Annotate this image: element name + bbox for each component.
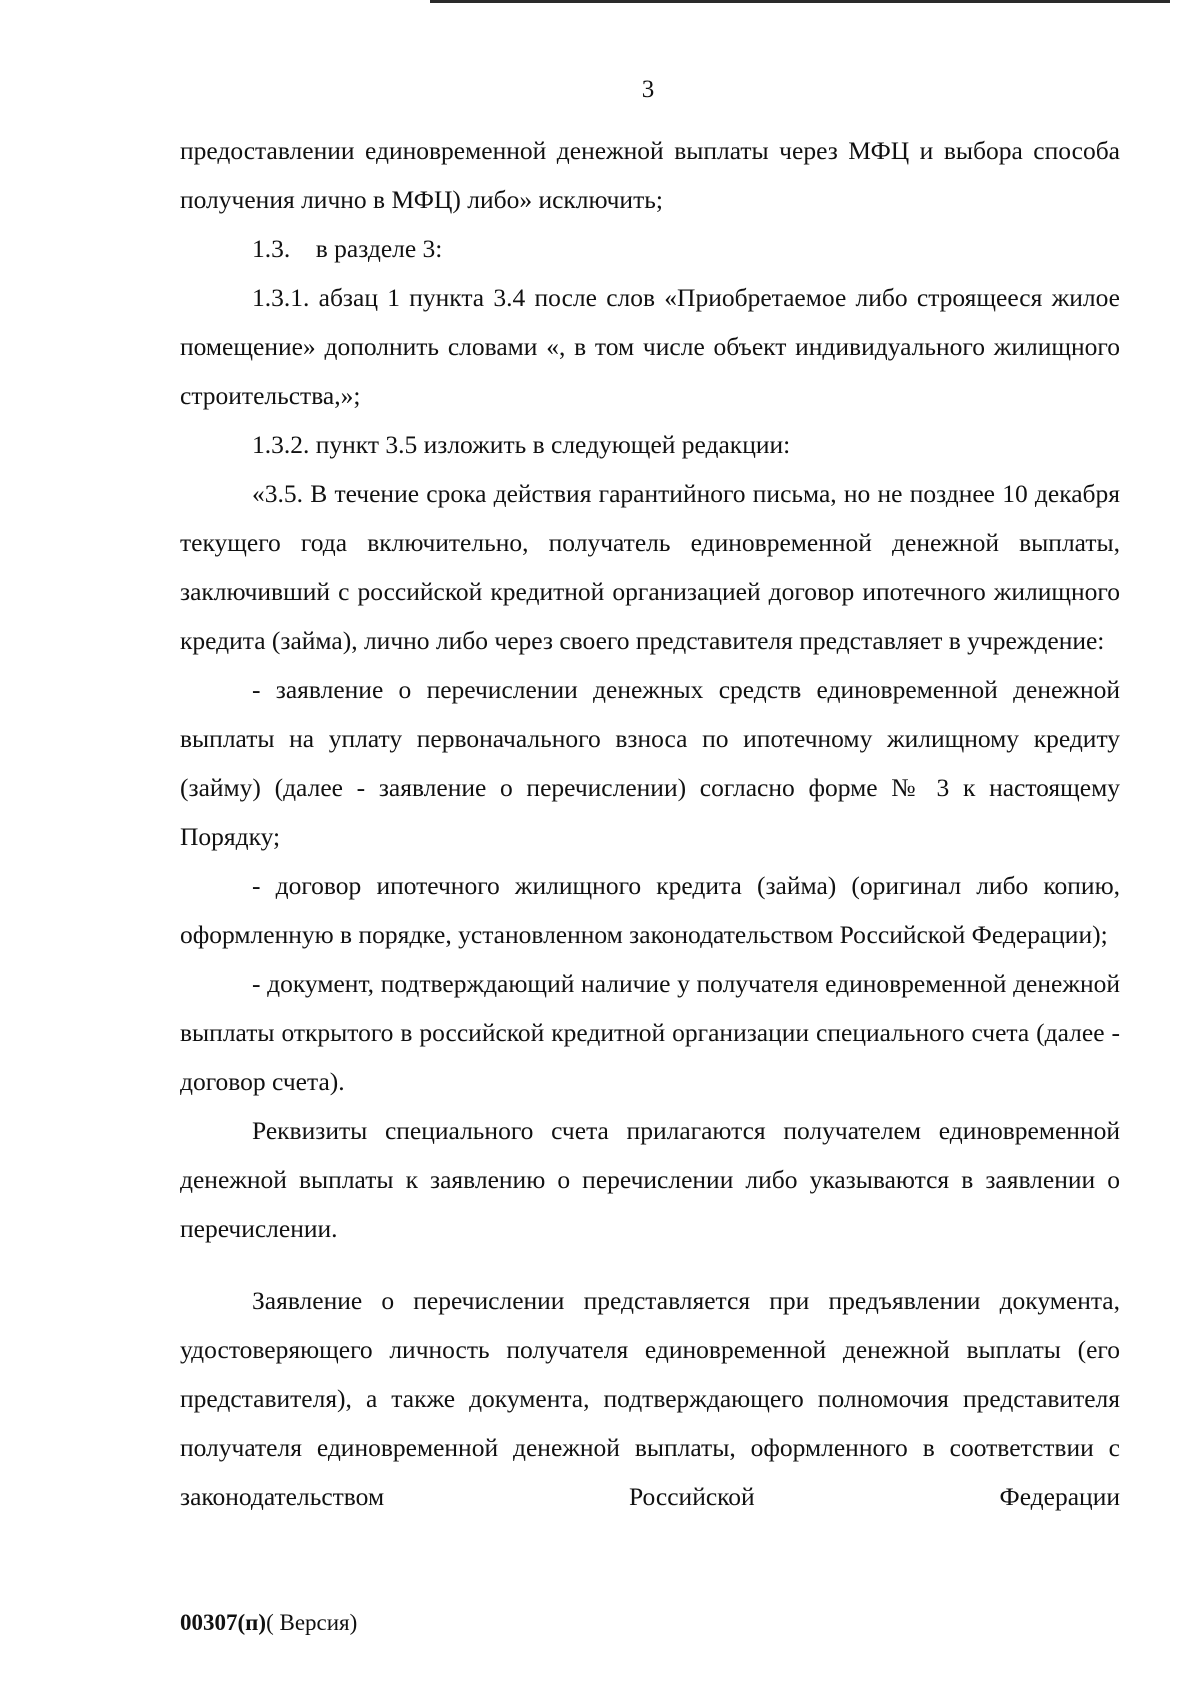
paragraph-item-1-3-2: 1.3.2. пункт 3.5 изложить в следующей редакции: [252, 430, 791, 459]
paragraph-list-item-contract: - договор ипотечного жилищного кредита (займа) (оригинал либо копию, оформленную в порядке, установленном законодательством Российской Федерации); [180, 871, 1120, 949]
paragraph-application-submission: Заявление о перечислении представляется при предъявлении документа, удостоверяющего личность получателя единовременной денежной выплаты (его представителя), а также документа, подтверждающего полномочия представителя получателя единовременной денежной выплаты, оформленного в соответствии с законодательством Российской Федерации [180, 1286, 1120, 1511]
page-number: 3 [641, 76, 655, 103]
paragraph-continuation: предоставлении единовременной денежной выплаты через МФЦ и выбора способа получения лично в МФЦ) либо» исключить; [180, 136, 1120, 214]
paragraph-clause-3-5: «3.5. В течение срока действия гарантийного письма, но не позднее 10 декабря текущего года включительно, получатель единовременной денежной выплаты, заключивший с российской кредитной организацией договор ипотечного жилищного кредита (займа), лично либо через своего представителя представляет в учреждение: [180, 479, 1120, 655]
top-border-line [430, 0, 1170, 3]
paragraph-account-details: Реквизиты специального счета прилагаются получателем единовременной денежной выплаты к заявлению о перечислении либо указываются в заявлении о перечислении. [180, 1116, 1120, 1243]
paragraph-list-item-application: - заявление о перечислении денежных средств единовременной денежной выплаты на уплату первоначального взноса по ипотечному жилищному кредиту (займу) (далее - заявление о перечислении) согласно форме № 3 к настоящему Порядку; [180, 675, 1120, 851]
document-body [180, 126, 1120, 1521]
paragraph-list-item-document: - документ, подтверждающий наличие у получателя единовременной денежной выплаты открытого в российской кредитной организации специального счета (далее - договор счета). [180, 969, 1120, 1096]
document-code: 00307(п) [180, 1610, 267, 1635]
paragraph-item-1-3: 1.3. в разделе 3: [252, 234, 443, 263]
document-footer [180, 1610, 357, 1636]
document-version: ( Версия) [266, 1610, 358, 1635]
paragraph-item-1-3-1: 1.3.1. абзац 1 пункта 3.4 после слов «Приобретаемое либо строящееся жилое помещение» дополнить словами «, в том числе объект индивидуального жилищного строительства,»; [180, 283, 1120, 410]
